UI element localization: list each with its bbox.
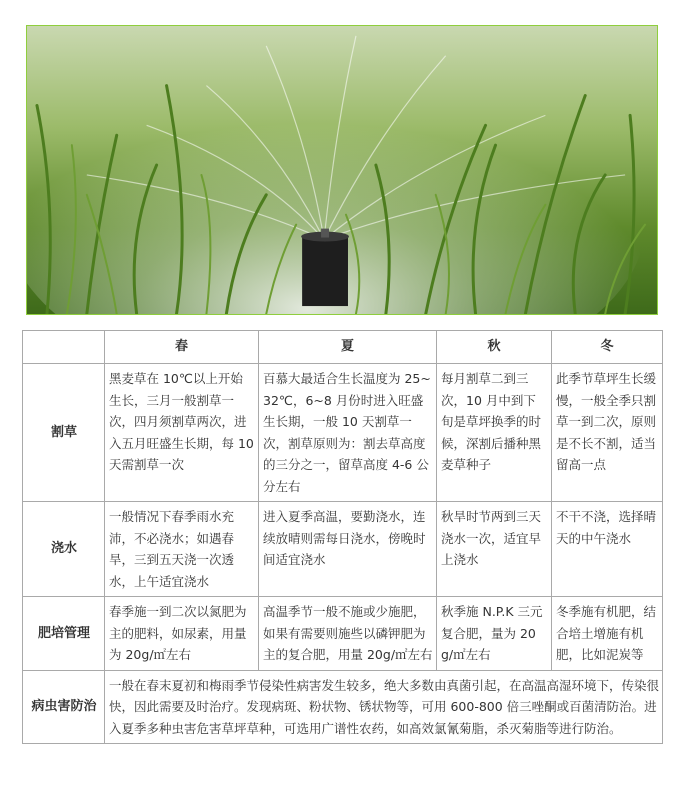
header-winter: 冬 <box>552 331 663 364</box>
cell-watering-autumn: 秋旱时节两到三天浇水一次，适宜早上浇水 <box>437 502 552 597</box>
cell-watering-winter: 不干不浇，选择晴天的中午浇水 <box>552 502 663 597</box>
cell-fertilizing-spring: 春季施一到二次以氮肥为主的肥料，如尿素，用量为 20g/㎡左右 <box>105 597 259 671</box>
cell-mowing-summer: 百慕大最适合生长温度为 25~32℃，6~8 月份时进入旺盛生长期，一般 10 天割草一次，割草原则为：割去草高度的三分之一，留草高度 4-6 公分左右 <box>259 364 437 502</box>
table-row-watering <box>23 502 663 597</box>
header-summer: 夏 <box>259 331 437 364</box>
header-corner-cell <box>23 331 105 364</box>
cell-fertilizing-autumn: 秋季施 N.P.K 三元复合肥，量为 20g/㎡左右 <box>437 597 552 671</box>
cell-fertilizing-winter: 冬季施有机肥，结合培土增施有机肥，比如泥炭等 <box>552 597 663 671</box>
cell-pest-control-text: 一般在春末夏初和梅雨季节侵染性病害发生较多，绝大多数由真菌引起，在高温高湿环境下，传染很快，因此需要及时治疗。发现病斑、粉状物、锈状物等，可用 600-800 倍三唑酮或百菌清防治。进入夏季多种虫害危害草坪草种，可选用广谱性农药，如高效氯氰菊脂，杀灭菊脂等进行防治。 <box>105 670 663 744</box>
table-header-row <box>23 331 663 364</box>
row-label-watering: 浇水 <box>23 502 105 597</box>
cell-watering-spring: 一般情况下春季雨水充沛，不必浇水；如遇春旱，三到五天浇一次透水，上午适宜浇水 <box>105 502 259 597</box>
row-label-pest-control: 病虫害防治 <box>23 670 105 744</box>
cell-mowing-autumn: 每月割草二到三次，10 月中到下旬是草坪换季的时候，深割后播种黑麦草种子 <box>437 364 552 502</box>
table-row-pest-control <box>23 670 663 744</box>
sprinkler-illustration <box>27 26 657 314</box>
cell-mowing-spring: 黑麦草在 10℃以上开始生长，三月一般割草一次，四月须割草两次，进入五月旺盛生长期，每 10 天需割草一次 <box>105 364 259 502</box>
header-spring: 春 <box>105 331 259 364</box>
lawn-care-table <box>22 330 663 744</box>
cell-watering-summer: 进入夏季高温，要勤浇水，连续放晴则需每日浇水，傍晚时间适宜浇水 <box>259 502 437 597</box>
header-autumn: 秋 <box>437 331 552 364</box>
table-row-mowing <box>23 364 663 502</box>
table-row-fertilizing <box>23 597 663 671</box>
cell-mowing-winter: 此季节草坪生长缓慢，一般全季只割草一到二次，原则是不长不割，适当留高一点 <box>552 364 663 502</box>
row-label-mowing: 割草 <box>23 364 105 502</box>
row-label-fertilizing: 肥培管理 <box>23 597 105 671</box>
cell-fertilizing-summer: 高温季节一般不施或少施肥，如果有需要则施些以磷钾肥为主的复合肥，用量 20g/㎡左右 <box>259 597 437 671</box>
sprinkler-lawn-photo <box>26 25 658 315</box>
